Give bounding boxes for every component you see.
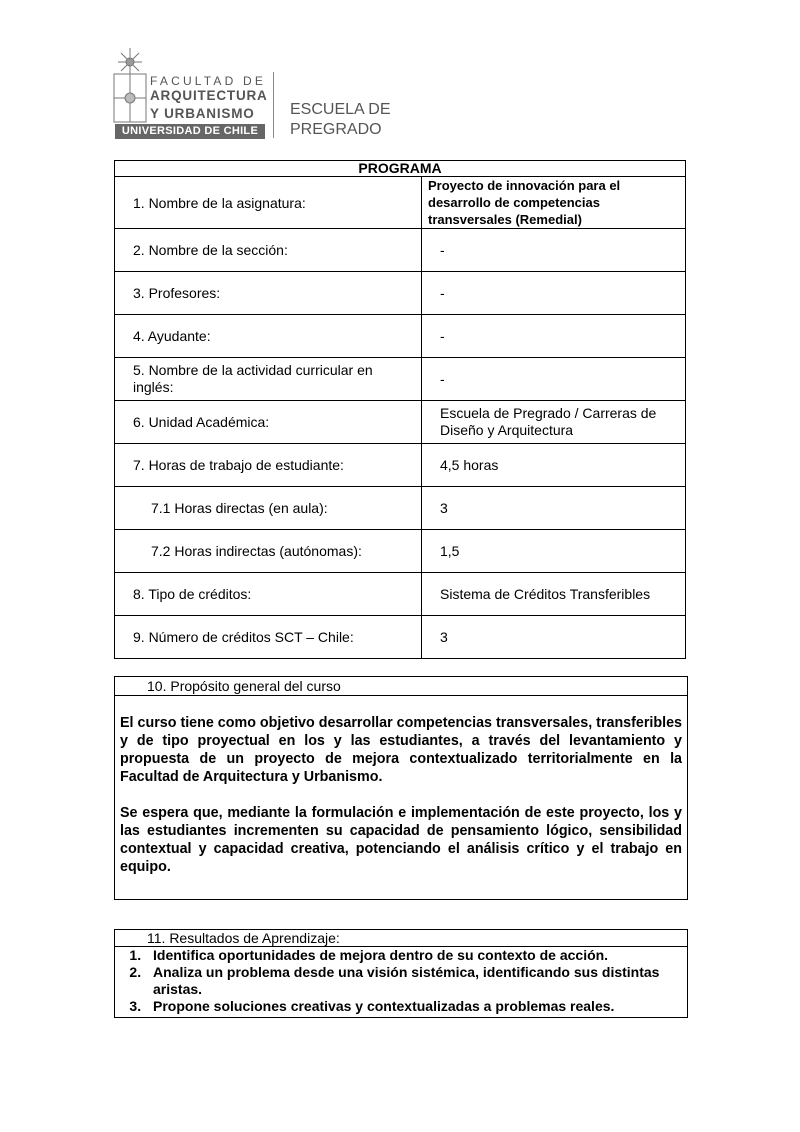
table-row [115, 177, 686, 229]
proposito-section [114, 676, 688, 900]
row-label: 7. Horas de trabajo de estudiante: [115, 444, 422, 487]
table-row [115, 358, 686, 401]
row-value: Proyecto de innovación para el desarrollo de competencias transversales (Remedial) [422, 177, 686, 229]
row-label: 8. Tipo de créditos: [115, 573, 422, 616]
row-value: 1,5 [422, 530, 686, 573]
row-label: 5. Nombre de la actividad curricular en inglés: [115, 358, 422, 401]
table-row [115, 444, 686, 487]
proposito-title: 10. Propósito general del curso [115, 677, 687, 696]
row-value: - [422, 229, 686, 272]
row-value: 3 [422, 487, 686, 530]
row-value: 4,5 horas [422, 444, 686, 487]
table-row [115, 315, 686, 358]
row-label: 4. Ayudante: [115, 315, 422, 358]
table-row [115, 573, 686, 616]
school-name [290, 100, 390, 140]
logo-divider [273, 72, 274, 138]
resultados-title: 11. Resultados de Aprendizaje: [115, 930, 687, 947]
university-name: UNIVERSIDAD DE CHILE [115, 124, 265, 139]
row-label: 2. Nombre de la sección: [115, 229, 422, 272]
table-row [115, 272, 686, 315]
programa-title: PROGRAMA [115, 161, 686, 177]
proposito-paragraph-2: Se espera que, mediante la formulación e implementación de este proyecto, los y las estudiantes incrementen su capacidad de pensamiento lógico, sensibilidad contextual y capacidad creativa, potenciando el análisis crítico y el trabajo en equipo. [120, 805, 682, 875]
resultados-list [115, 947, 687, 1015]
table-row [115, 229, 686, 272]
row-value: Sistema de Créditos Transferibles [422, 573, 686, 616]
row-value: - [422, 272, 686, 315]
row-label: 7.1 Horas directas (en aula): [115, 487, 422, 530]
row-label: 6. Unidad Académica: [115, 401, 422, 444]
table-row [115, 616, 686, 659]
row-value: - [422, 358, 686, 401]
list-item: 1. Identifica oportunidades de mejora dentro de su contexto de acción. [145, 947, 687, 964]
faculty-line3: Y URBANISMO [150, 106, 255, 121]
table-row [115, 401, 686, 444]
faculty-line1: FACULTAD DE [150, 74, 267, 88]
school-line1: ESCUELA DE [290, 101, 391, 118]
school-line2: PREGRADO [290, 121, 382, 138]
row-label: 1. Nombre de la asignatura: [115, 177, 422, 229]
row-label: 3. Profesores: [115, 272, 422, 315]
university-crest-icon [112, 46, 148, 124]
programa-table [114, 160, 686, 659]
table-row [115, 530, 686, 573]
row-value: - [422, 315, 686, 358]
table-row [115, 487, 686, 530]
row-value: 3 [422, 616, 686, 659]
faculty-line2: ARQUITECTURA [150, 88, 268, 103]
list-item: 2. Analiza un problema desde una visión sistémica, identificando sus distintas aristas. [145, 964, 687, 998]
resultados-section [114, 929, 688, 1018]
row-value: Escuela de Pregrado / Carreras de Diseño y Arquitectura [422, 401, 686, 444]
list-item: 3. Propone soluciones creativas y contextualizadas a problemas reales. [145, 998, 687, 1015]
faculty-logo [112, 46, 272, 140]
row-label: 9. Número de créditos SCT – Chile: [115, 616, 422, 659]
row-label: 7.2 Horas indirectas (autónomas): [115, 530, 422, 573]
proposito-paragraph-1: El curso tiene como objetivo desarrollar competencias transversales, transferibles y de tipo proyectual en los y las estudiantes, a través del levantamiento y propuesta de un proyecto de mejora contextualizado territorialmente en la Facultad de Arquitectura y Urbanismo. [120, 715, 682, 785]
